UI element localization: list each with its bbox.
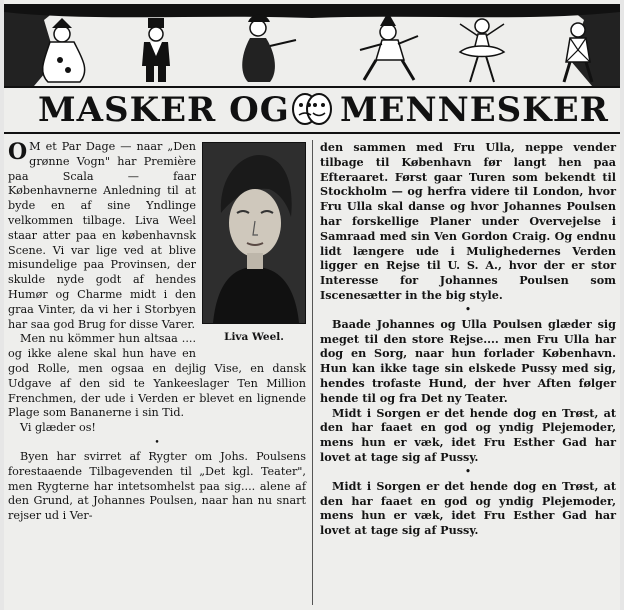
liva-weel-photo [202, 142, 306, 324]
right-article-column [320, 140, 616, 538]
illustrated-header-strip [4, 0, 620, 88]
right-paragraph-1: den sammen med Fru Ulla, neppe vender tilbage til København før langt hen paa Efteraaret. Først gaar Turen som bekendt til Stockholm — og herfra videre til London, hvor Fru Ulla skal danse og hvor Johannes Poulsen har forskellige Planer under Overvejelse i Samraad med sin Ven Gordon Craig. Og endnu lidt længere ude i Mulighedernes Verden ligger en Rejse til U. S. A., hvor der er stor Interesse for Johannes Poulsen som Iscenesætter in the big style. [320, 140, 616, 302]
headline-right: MENNESKER [340, 90, 609, 130]
section-bullet: • [154, 437, 160, 448]
left-article-column [8, 140, 306, 524]
article-paragraph-2: Men nu kömmer hun altsaa .... og ikke alene skal hun have en god Rolle, men ogsaa en dejlig Vise, en dansk Udgave af den sid te Yankeeslager Ten Million Frenchmen, der ude i Verden er blevet en lignende Plage som Bananerne i sin Tid. [8, 332, 306, 420]
right-paragraph-3: Midt i Sorgen er det hende dog en Trøst, at den har faaet en god og yndig Plejemoder, mens hun er væk, idet Fru Esther Gad har lovet at tage sig af Pussy. [320, 405, 616, 464]
headline-left: MASKER OG [38, 90, 290, 130]
curtain-valance [4, 4, 620, 18]
headline-banner [4, 86, 620, 134]
section-bullet-right-1: • [465, 304, 471, 315]
photo-caption: Liva Weel. [224, 331, 284, 343]
newspaper-page [4, 0, 620, 610]
right-paragraph-4: Midt i Sorgen er det hende dog en Trøst, at den har faaet en god og yndig Plejemoder, mens hun er væk, idet Fru Esther Gad har lovet at tage sig af Pussy. [320, 478, 616, 538]
article-paragraph-4: Byen har svirret af Rygter om Johs. Poulsens forestaaende Tilbagevenden til „Det kgl. Teater", men Rygterne har intetsomhelst paa sig.... alene af den Grund, at Johannes Poulsen, naar han nu snart rejser ud i Ver- [8, 449, 306, 523]
jester-figure [43, 18, 85, 82]
column-divider [312, 140, 313, 605]
tuxedo-man-figure [142, 18, 170, 82]
right-paragraph-2: Baade Johannes og Ulla Poulsen glæder sig meget til den store Rejse.... men Fru Ulla har dog en Sorg, naar hun forlader København. Hun kan ikke tage sin elskede Pussy med sig, hendes trofaste Hund, der hver Aften følger hende til og fra Det ny Teater. [320, 316, 616, 405]
section-bullet-right-2: • [465, 466, 471, 477]
dropcap-letter: O [8, 139, 28, 165]
lady-figure [242, 15, 296, 83]
portrait-image [203, 143, 305, 323]
clown-figure [360, 12, 418, 80]
theatre-masks-icon [290, 90, 334, 128]
theatre-figures-illustration [4, 0, 620, 86]
article-paragraph-3: Vi glæder os! [20, 421, 96, 435]
intro-text: M et Par Dage — naar „Den grønne Vogn" har Première paa Scala — faar Københavnerne Anledning til at byde en af sine Yndlinge velkommen tilbage. Liva Weel staar atter paa en københavnsk Scene. Vi var lige ved at blive misundelige paa Provinsen, der skulde nyde godt af hendes Humør og Charme midt i den graa Vinter, da vi her i Storbyen har saa god Brug for disse Varer. [8, 140, 196, 331]
ballerina-figure [460, 19, 504, 82]
photo-box [202, 142, 306, 352]
